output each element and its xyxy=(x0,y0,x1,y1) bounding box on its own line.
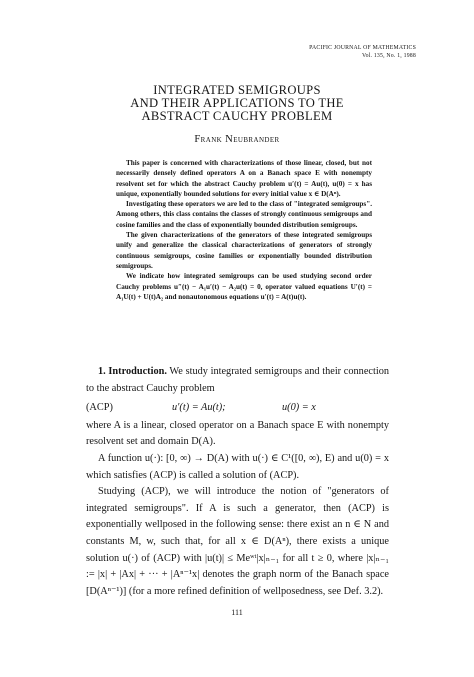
author-name: Frank Neubrander xyxy=(194,134,280,145)
abstract-paragraph: This paper is concerned with characterizations of those linear, closed, but not necessarily densely defined operators A on a Banach space E with nonempty resolvent set for which the abstract Cauchy problem u′(t) = Au(t), u(0) = x has unique, exponentially bounded solutions for every initial value x ∈ D(Aⁿ). xyxy=(116,159,372,198)
equation-label: (ACP) xyxy=(86,402,113,414)
intro-paragraph xyxy=(86,364,389,397)
abstract-paragraph: We indicate how integrated semigroups can be used studying second order Cauchy problems u″(t) − A₁u′(t) − A₂u(t) = 0, operator valued equations U′(t) = A₁U(t) + U(t)A₂ and nonautonomous equations u′(t) = A(t)u(t). xyxy=(116,272,372,301)
section-heading: 1. Introduction. xyxy=(98,366,167,377)
journal-name: PACIFIC JOURNAL OF MATHEMATICS xyxy=(309,45,416,51)
paper-title xyxy=(0,84,474,124)
abstract-paragraph: The given characterizations of the generators of these integrated semigroups unify and generalize the classical characterizations of generators of strongly continuous semigroups, cosine families or exponentially bounded distribution semigroups. xyxy=(116,231,372,270)
journal-volume: Vol. 135, No. 1, 1988 xyxy=(361,53,416,59)
abstract-paragraph: Investigating these operators we are led to the class of "integrated semigroups". Among others, this class contains the classes of strongly continuous semigroups and cosine families and the class of exponentially bounded distribution semigroups. xyxy=(116,200,372,229)
body-paragraph: where A is a linear, closed operator on a Banach space E with nonempty resolvent set and domain D(A). xyxy=(86,419,389,448)
page-number: 111 xyxy=(231,608,243,617)
equation-part-2: u(0) = x xyxy=(282,402,316,414)
journal-header xyxy=(309,44,416,60)
acp-equation xyxy=(86,400,389,417)
body-paragraph: A function u(·): [0, ∞) → D(A) with u(·) ∈ C¹([0, ∞), E) and u(0) = x which satisfies (ACP) is called a solution of (ACP). xyxy=(86,452,389,481)
main-text xyxy=(86,364,389,600)
abstract xyxy=(116,158,372,302)
title-line-3: ABSTRACT CAUCHY PROBLEM xyxy=(141,109,333,124)
body-paragraph: Studying (ACP), we will introduce the notion of "generators of integrated semigroups". If A is such a generator, then (ACP) is exponentially wellposed in the following sense: there exist an n ∈ N and constants M, w, such that, for all x ∈ D(Aⁿ), there exists a unique solution u(·) of (ACP) with |u(t)| ≤ Meʷᵗ|x|ₙ₋₁ for all t ≥ 0, where |x|ₙ₋₁ := |x| + |Ax| + ··· + |Aⁿ⁻¹x| denotes the graph norm of the Banach space [D(Aⁿ⁻¹)] (for a more refined definition of wellposedness, see Def. 3.2). xyxy=(86,486,389,597)
equation-part-1: u′(t) = Au(t); xyxy=(172,402,226,414)
intro-text: We study integrated semigroups and their connection to the abstract Cauchy problem xyxy=(86,366,389,394)
title-line-2: AND THEIR APPLICATIONS TO THE xyxy=(130,96,344,111)
title-line-1: INTEGRATED SEMIGROUPS xyxy=(153,83,321,97)
